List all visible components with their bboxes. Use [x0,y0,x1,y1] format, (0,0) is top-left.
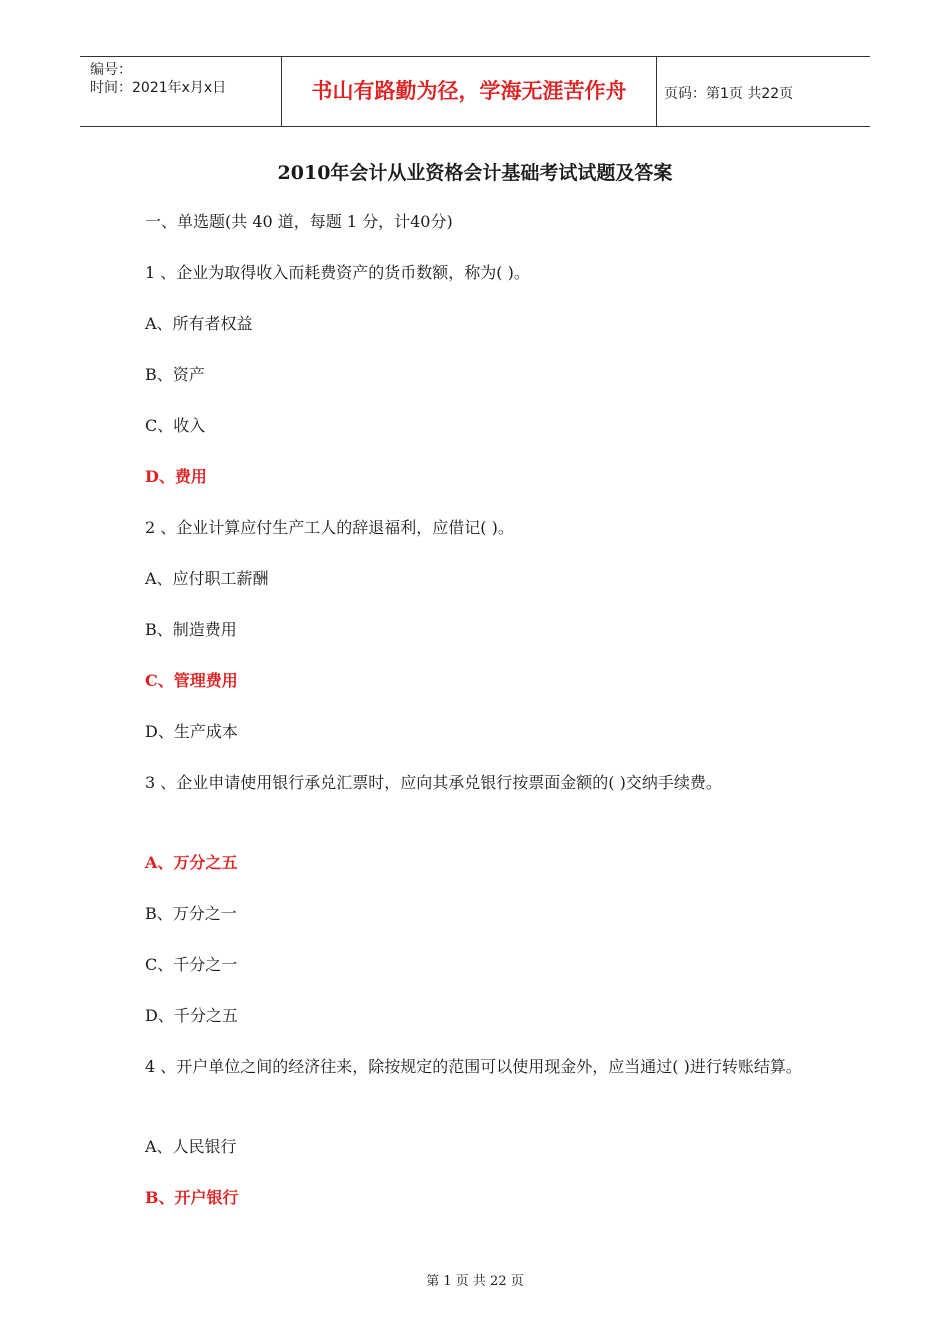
document-number-label: 编号： [90,62,132,78]
option-item: B、制造费用 [145,620,237,639]
option-item: A、人民银行 [145,1137,237,1156]
option-item: B、万分之一 [145,904,237,923]
correct-option-item: B、开户银行 [145,1188,239,1207]
header-meta-cell [80,57,281,126]
header-motto-cell [281,57,657,126]
option-item: C、收入 [145,416,206,435]
question-stem: 4 、开户单位之间的经济往来，除按规定的范围可以使用现金外，应当通过( )进行转账结算。 [145,1057,802,1076]
question-stem: 1 、企业为取得收入而耗费资产的货币数额，称为( )。 [145,263,530,282]
page-footer: 第 1 页 共 22 页 [426,1274,524,1289]
section-heading: 一、单选题(共 40 道，每题 1 分，计40分) [145,212,453,231]
option-item: B、资产 [145,365,205,384]
option-item: D、千分之五 [145,1006,238,1025]
option-item: A、应付职工薪酬 [145,569,269,588]
header-motto: 书山有路勤为径，学海无涯苦作舟 [311,79,627,103]
question-stem: 3 、企业申请使用银行承兑汇票时，应向其承兑银行按票面金额的( )交纳手续费。 [145,773,722,792]
option-item: A、所有者权益 [145,314,253,333]
correct-option-item: D、费用 [145,467,207,486]
correct-option-item: A、万分之五 [145,853,238,872]
document-title: 2010年会计从业资格会计基础考试试题及答案 [277,162,673,184]
header-page-cell [656,57,870,126]
option-item: D、生产成本 [145,722,238,741]
question-stem: 2 、企业计算应付生产工人的辞退福利，应借记( )。 [145,518,514,537]
option-item: C、千分之一 [145,955,238,974]
page-header [80,56,870,127]
document-time-label: 时间：2021年x月x日 [90,80,227,96]
correct-option-item: C、管理费用 [145,671,238,690]
header-page-code: 页码：第1页 共22页 [664,86,794,102]
